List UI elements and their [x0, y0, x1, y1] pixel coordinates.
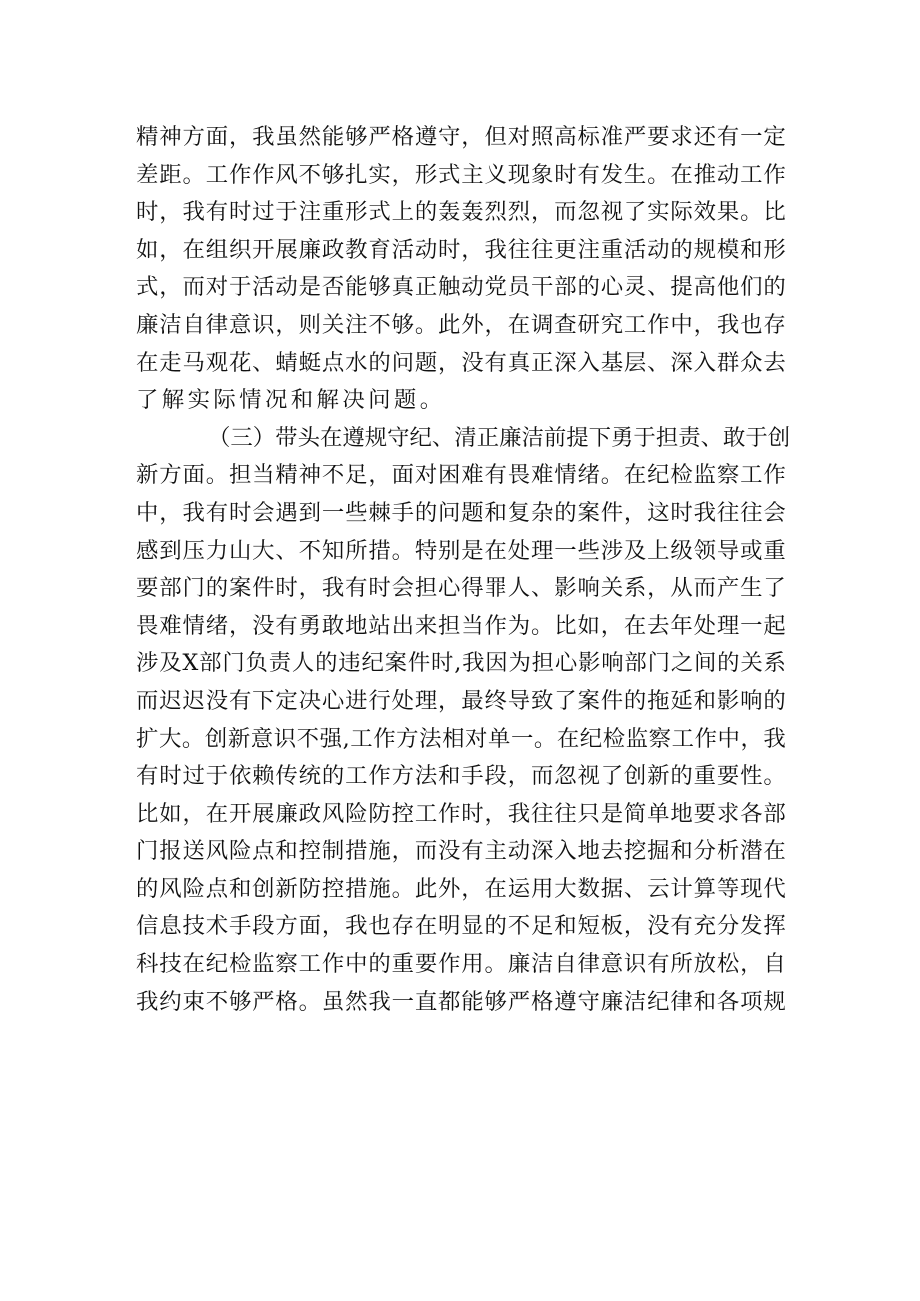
text-line: 精 神 方 面 ， 我 虽 然 能 够 严 格 遵 守 ， 但 对 照 高 标 准 严 要 求 还 有 一 定 [136, 124, 786, 150]
text-line: 要 部 门 的 案 件 时 ， 我 有 时 会 担 心 得 罪 人 、 影 响 关 系 ， 从 而 产 生 了 [136, 575, 786, 602]
text-line: 感 到 压 力 山 大 、 不 知 所 措 。 特 别 是 在 处 理 一 些 涉 及 上 级 领 导 或 重 [136, 537, 786, 564]
text-line: 门 报 送 风 险 点 和 控 制 措 施 ， 而 没 有 主 动 深 入 地 去 挖 掘 和 分 析 潜 在 [136, 838, 786, 865]
text-line: 有 时 过 于 依 赖 传 统 的 工 作 方 法 和 手 段 ， 而 忽 视 了 创 新 的 重 要 性 。 [136, 763, 786, 790]
text-line: 在 走 马 观 花 、 蜻 蜓 点 水 的 问 题 ， 没 有 真 正 深 入 基 层 、 深 入 群 众 去 [136, 349, 786, 376]
text-line: 差 距 。 工 作 作 风 不 够 扎 实 ， 形 式 主 义 现 象 时 有 发 生 。 在 推 动 工 作 [136, 161, 786, 188]
text-line: 涉 及 X 部 门 负 责 人 的 违 纪 案 件 时 , 我 因 为 担 心 影 响 部 门 之 间 的 关 系 [136, 650, 786, 677]
text-line: 的 风 险 点 和 创 新 防 控 措 施 。 此 外 ， 在 运 用 大 数 据 、 云 计 算 等 现 代 [136, 875, 786, 902]
text-line: 科 技 在 纪 检 监 察 工 作 中 的 重 要 作 用 。 廉 洁 自 律 意 识 有 所 放 松 ， 自 [136, 951, 786, 978]
text-line: 式 ， 而 对 于 活 动 是 否 能 够 真 正 触 动 党 员 干 部 的 心 灵 、 提 高 他 们 的 [136, 274, 786, 301]
text-line: 比 如 ， 在 开 展 廉 政 风 险 防 控 工 作 时 ， 我 往 往 只 是 简 单 地 要 求 各 部 [136, 800, 786, 827]
text-line: 廉 洁 自 律 意 识 ， 则 关 注 不 够 。 此 外 ， 在 调 查 研 究 工 作 中 ， 我 也 存 [136, 311, 786, 338]
text-line: 中 ， 我 有 时 会 遇 到 一 些 棘 手 的 问 题 和 复 杂 的 案 件 ， 这 时 我 往 往 会 [136, 499, 786, 526]
text-line: 我 约 束 不 够 严 格 。 虽 然 我 一 直 都 能 够 严 格 遵 守 廉 洁 纪 律 和 各 项 规 [136, 988, 786, 1015]
text-line: 而 迟 迟 没 有 下 定 决 心 进 行 处 理 ， 最 终 导 致 了 案 件 的 拖 延 和 影 响 的 [136, 687, 786, 714]
text-line: 如 ， 在 组 织 开 展 廉 政 教 育 活 动 时 ， 我 往 往 更 注 重 活 动 的 规 模 和 形 [136, 236, 786, 263]
text-line: 时 ， 我 有 时 过 于 注 重 形 式 上 的 轰 轰 烈 烈 ， 而 忽 视 了 实 际 效 果 。 比 [136, 199, 786, 226]
document-body [136, 119, 791, 1021]
text-line: 扩 大 。 创 新 意 识 不 强 , 工 作 方 法 相 对 单 一 。 在 纪 检 监 察 工 作 中 ， 我 [136, 725, 786, 752]
text-line: 新 方 面 。 担 当 精 神 不 足 ， 面 对 困 难 有 畏 难 情 绪 。 在 纪 检 监 察 工 作 [136, 462, 786, 489]
text-line: 信 息 技 术 手 段 方 面 ， 我 也 存 在 明 显 的 不 足 和 短 板 ， 没 有 充 分 发 挥 [136, 913, 786, 940]
text-line: 畏 难 情 绪 ， 没 有 勇 敢 地 站 出 来 担 当 作 为 。 比 如 ， 在 去 年 处 理 一 起 [136, 612, 786, 639]
text-line: 了解实际情况和解决问题。 [136, 387, 446, 414]
text-line: （ 三 ） 带 头 在 遵 规 守 纪 、 清 正 廉 洁 前 提 下 勇 于 担 责 、 敢 于 创 [208, 424, 791, 451]
